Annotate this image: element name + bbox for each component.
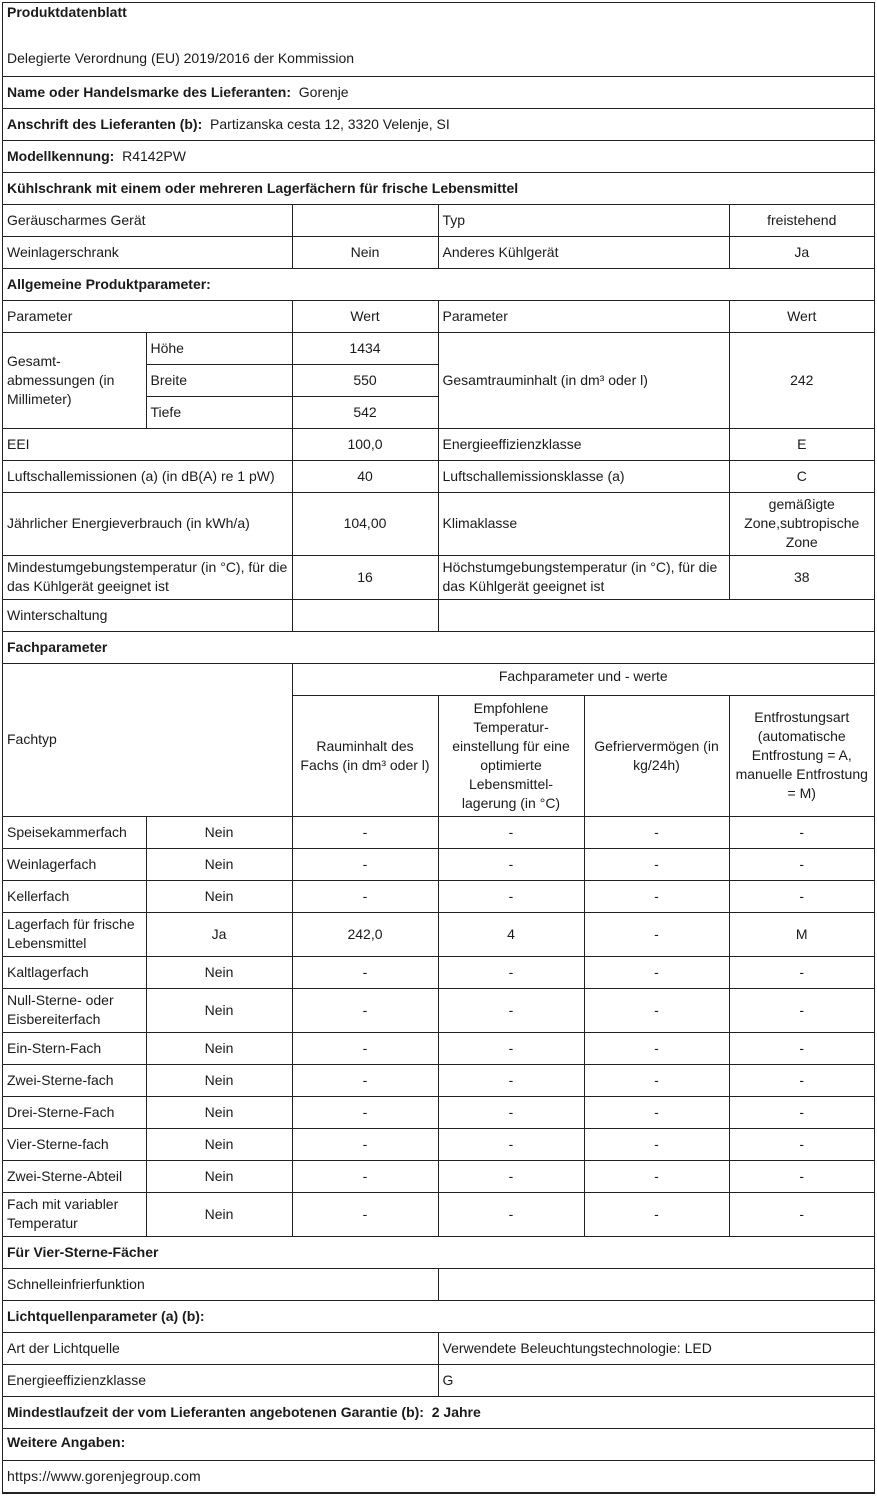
eei-label: EEI	[3, 428, 292, 460]
light-source-heading: Lichtquellenparameter (a) (b):	[3, 1300, 874, 1332]
compartment-freeze: -	[584, 1160, 729, 1192]
compartment-volume: -	[292, 988, 438, 1032]
compartment-volume: -	[292, 880, 438, 912]
compartment-name: Drei-Sterne-Fach	[3, 1096, 146, 1128]
compartment-defrost: -	[729, 988, 874, 1032]
compartment-type-header: Fachtyp	[3, 663, 292, 816]
total-volume-value: 242	[729, 332, 874, 428]
supplier-name-row	[3, 76, 874, 108]
type-left-value	[292, 204, 438, 236]
max-temp-label: Höchstumgebungstemperatur (in °C), für die das Kühlgerät geeignet ist	[438, 555, 729, 599]
compartment-name: Null-Sterne- oder Eisbereiterfach	[3, 988, 146, 1032]
compartment-temp: -	[438, 1096, 584, 1128]
annual-energy-value: 104,00	[292, 492, 438, 555]
light-type-value: Verwendete Beleuchtungstechnologie: LED	[438, 1332, 874, 1364]
compartment-defrost: -	[729, 816, 874, 848]
compartment-name: Kellerfach	[3, 880, 146, 912]
height-label: Höhe	[146, 332, 292, 364]
compartment-present: Nein	[146, 1128, 292, 1160]
climate-class-value: gemäßigte Zone,subtropische Zone	[729, 492, 874, 555]
depth-value: 542	[292, 396, 438, 428]
compartment-present: Ja	[146, 912, 292, 956]
width-label: Breite	[146, 364, 292, 396]
compartment-volume: -	[292, 848, 438, 880]
compartment-present: Nein	[146, 848, 292, 880]
light-type-label: Art der Lichtquelle	[3, 1332, 438, 1364]
compartment-freeze: -	[584, 988, 729, 1032]
compartment-temp: -	[438, 956, 584, 988]
min-temp-value: 16	[292, 555, 438, 599]
max-temp-value: 38	[729, 555, 874, 599]
page-title: Produktdatenblatt	[7, 4, 127, 20]
total-volume-label: Gesamtrauminhalt (in dm³ oder l)	[438, 332, 729, 428]
noise-value: 40	[292, 460, 438, 492]
compartment-params-heading: Fachparameter	[3, 631, 874, 663]
compartment-row	[3, 912, 874, 956]
data-sheet-table	[3, 3, 874, 1493]
compartment-temp: -	[438, 1128, 584, 1160]
warranty-label: Mindestlaufzeit der vom Lieferanten angebotenen Garantie (b):	[7, 1403, 424, 1420]
compartment-name: Kaltlagerfach	[3, 956, 146, 988]
col-freeze-header: Gefriervermögen (in kg/24h)	[584, 695, 729, 816]
col-param-header: Parameter	[3, 300, 292, 332]
compartment-row	[3, 988, 874, 1032]
compartment-volume: -	[292, 1032, 438, 1064]
compartment-row	[3, 848, 874, 880]
type-left-value: Nein	[292, 236, 438, 268]
four-star-heading: Für Vier-Sterne-Fächer	[3, 1236, 874, 1268]
appliance-category: Kühlschrank mit einem oder mehreren Lagerfächern für frische Lebensmittel	[3, 172, 874, 204]
compartment-row	[3, 1096, 874, 1128]
compartment-row	[3, 1032, 874, 1064]
light-eclass-value: G	[438, 1364, 874, 1396]
supplier-address-label: Anschrift des Lieferanten (b):	[7, 115, 203, 132]
supplier-name-value: Gorenje	[298, 83, 349, 100]
compartment-volume: -	[292, 1064, 438, 1096]
further-info-heading: Weitere Angaben:	[3, 1428, 874, 1460]
width-value: 550	[292, 364, 438, 396]
compartment-name: Vier-Sterne-fach	[3, 1128, 146, 1160]
model-id-label: Modellkennung:	[7, 147, 115, 164]
compartment-name: Zwei-Sterne-Abteil	[3, 1160, 146, 1192]
compartment-name: Weinlagerfach	[3, 848, 146, 880]
compartment-freeze: -	[584, 816, 729, 848]
compartment-volume: 242,0	[292, 912, 438, 956]
compartment-temp: -	[438, 1192, 584, 1236]
dimensions-label: Gesamt-abmessungen (in Millimeter)	[3, 332, 146, 428]
compartment-defrost: -	[729, 1096, 874, 1128]
type-right-value: freistehend	[729, 204, 874, 236]
compartment-temp: -	[438, 1064, 584, 1096]
compartment-defrost: -	[729, 848, 874, 880]
empty-cell	[438, 599, 874, 631]
compartment-present: Nein	[146, 1160, 292, 1192]
compartment-name: Ein-Stern-Fach	[3, 1032, 146, 1064]
compartment-present: Nein	[146, 1192, 292, 1236]
compartment-row	[3, 1192, 874, 1236]
compartment-freeze: -	[584, 1096, 729, 1128]
col-volume-header: Rauminhalt des Fachs (in dm³ oder l)	[292, 695, 438, 816]
noise-class-value: C	[729, 460, 874, 492]
compartment-volume: -	[292, 1160, 438, 1192]
depth-label: Tiefe	[146, 396, 292, 428]
compartment-freeze: -	[584, 1064, 729, 1096]
compartment-present: Nein	[146, 816, 292, 848]
compartment-temp: -	[438, 988, 584, 1032]
compartment-present: Nein	[146, 1096, 292, 1128]
noise-class-label: Luftschallemissionsklasse (a)	[438, 460, 729, 492]
supplier-address-row	[3, 108, 874, 140]
type-row	[3, 236, 874, 268]
compartment-volume: -	[292, 1096, 438, 1128]
type-left-label: Geräuscharmes Gerät	[3, 204, 292, 236]
height-value: 1434	[292, 332, 438, 364]
type-left-label: Weinlagerschrank	[3, 236, 292, 268]
col-param-header: Parameter	[438, 300, 729, 332]
min-temp-label: Mindestumgebungstemperatur (in °C), für die das Kühlgerät geeignet ist	[3, 555, 292, 599]
type-row	[3, 204, 874, 236]
warranty-row	[3, 1396, 874, 1428]
warranty-value: 2 Jahre	[431, 1403, 481, 1420]
energy-class-value: E	[729, 428, 874, 460]
general-params-heading: Allgemeine Produktparameter:	[3, 268, 874, 300]
compartment-volume: -	[292, 1128, 438, 1160]
type-right-label: Typ	[438, 204, 729, 236]
compartment-present: Nein	[146, 988, 292, 1032]
compartment-volume: -	[292, 816, 438, 848]
compartment-name: Lagerfach für frische Lebensmittel	[3, 912, 146, 956]
compartment-defrost: -	[729, 1128, 874, 1160]
compartment-name: Zwei-Sterne-fach	[3, 1064, 146, 1096]
annual-energy-label: Jährlicher Energieverbrauch (in kWh/a)	[3, 492, 292, 555]
compartment-temp: -	[438, 880, 584, 912]
compartment-temp: -	[438, 816, 584, 848]
compartment-row	[3, 1160, 874, 1192]
compartment-row	[3, 1128, 874, 1160]
supplier-name-label: Name oder Handelsmarke des Lieferanten:	[7, 83, 291, 100]
compartment-present: Nein	[146, 956, 292, 988]
compartment-present: Nein	[146, 880, 292, 912]
compartment-present: Nein	[146, 1064, 292, 1096]
compartment-volume: -	[292, 1192, 438, 1236]
compartment-defrost: -	[729, 956, 874, 988]
compartment-row	[3, 956, 874, 988]
quick-freeze-value	[438, 1268, 874, 1300]
compartment-group-header: Fachparameter und - werte	[292, 663, 874, 695]
compartment-defrost: -	[729, 1032, 874, 1064]
compartment-defrost: -	[729, 1192, 874, 1236]
compartment-temp: -	[438, 848, 584, 880]
noise-label: Luftschallemissionen (a) (in dB(A) re 1 pW)	[3, 460, 292, 492]
supplier-address-value: Partizanska cesta 12, 3320 Velenje, SI	[210, 115, 450, 132]
compartment-defrost: -	[729, 1064, 874, 1096]
compartment-freeze: -	[584, 1128, 729, 1160]
website-link[interactable]: https://www.gorenjegroup.com	[3, 1460, 874, 1492]
col-value-header: Wert	[292, 300, 438, 332]
model-id-row	[3, 140, 874, 172]
quick-freeze-label: Schnelleinfrierfunktion	[3, 1268, 438, 1300]
product-data-sheet	[2, 2, 875, 1494]
compartment-name: Fach mit variabler Temperatur	[3, 1192, 146, 1236]
compartment-freeze: -	[584, 848, 729, 880]
compartment-volume: -	[292, 956, 438, 988]
col-defrost-header: Entfrostungsart (automatische Entfrostung = A, manuelle Entfrostung = M)	[729, 695, 874, 816]
compartment-temp: -	[438, 1160, 584, 1192]
eei-value: 100,0	[292, 428, 438, 460]
compartment-temp: -	[438, 1032, 584, 1064]
winter-switch-label: Winterschaltung	[3, 599, 292, 631]
type-right-value: Ja	[729, 236, 874, 268]
general-params-header	[3, 300, 874, 332]
type-right-label: Anderes Kühlgerät	[438, 236, 729, 268]
winter-switch-value	[292, 599, 438, 631]
compartment-row	[3, 1064, 874, 1096]
col-value-header: Wert	[729, 300, 874, 332]
compartment-defrost: -	[729, 880, 874, 912]
light-eclass-label: Energieeffizienzklasse	[3, 1364, 438, 1396]
regulation-subtitle: Delegierte Verordnung (EU) 2019/2016 der Kommission	[3, 49, 874, 76]
climate-class-label: Klimaklasse	[438, 492, 729, 555]
compartment-defrost: M	[729, 912, 874, 956]
model-id-value: R4142PW	[122, 147, 186, 164]
col-temp-header: Empfohlene Temperatur-einstellung für eine optimierte Lebensmittel-lagerung (in °C)	[438, 695, 584, 816]
compartment-defrost: -	[729, 1160, 874, 1192]
compartment-freeze: -	[584, 956, 729, 988]
compartment-freeze: -	[584, 880, 729, 912]
compartment-freeze: -	[584, 1032, 729, 1064]
compartment-row	[3, 880, 874, 912]
compartment-temp: 4	[438, 912, 584, 956]
compartment-name: Speisekammerfach	[3, 816, 146, 848]
compartment-present: Nein	[146, 1032, 292, 1064]
compartment-freeze: -	[584, 1192, 729, 1236]
energy-class-label: Energieeffizienzklasse	[438, 428, 729, 460]
compartment-freeze: -	[584, 912, 729, 956]
compartment-row	[3, 816, 874, 848]
